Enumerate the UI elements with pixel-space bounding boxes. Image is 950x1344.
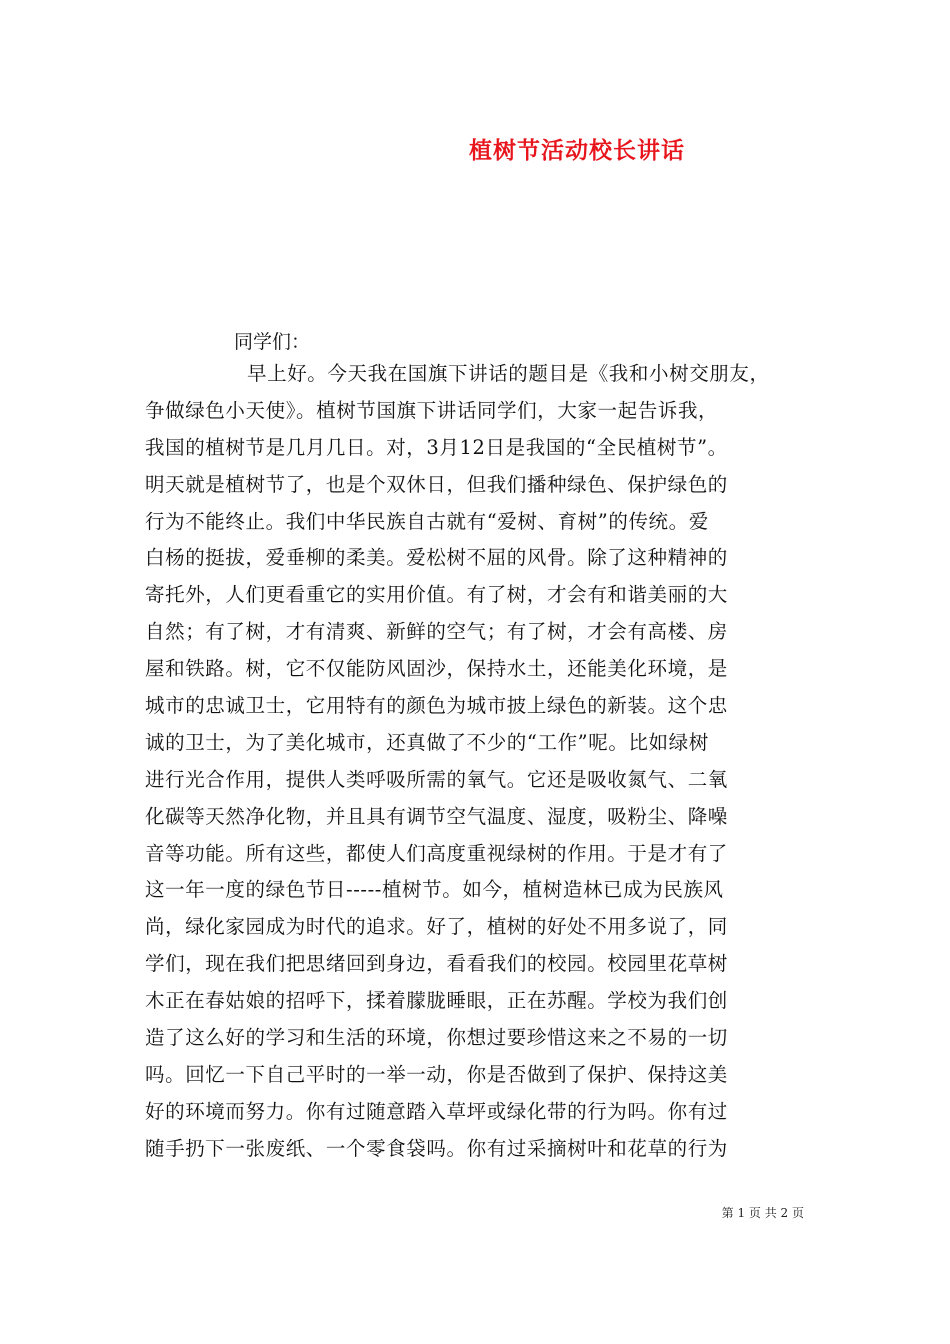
body-line: 明天就是植树节了，也是个双休日，但我们播种绿色、保护绿色的 <box>145 472 728 496</box>
body-line: 化碳等天然净化物，并且具有调节空气温度、湿度，吸粉尘、降噪 <box>145 804 728 828</box>
page-number-footer: 第 1 页 共 2 页 <box>721 1206 804 1220</box>
body-line: 好的环境而努力。你有过随意踏入草坪或绿化带的行为吗。你有过 <box>145 1099 728 1123</box>
body-line: 白杨的挺拔，爱垂柳的柔美。爱松树不屈的风骨。除了这种精神的 <box>145 546 728 570</box>
greeting-line: 同学们： <box>234 331 311 353</box>
body-line: 随手扔下一张废纸、一个零食袋吗。你有过采摘树叶和花草的行为 <box>145 1136 728 1160</box>
body-line: 行为不能终止。我们中华民族自古就有“爱树、育树”的传统。爱 <box>145 509 709 533</box>
body-line: 尚，绿化家园成为时代的追求。好了，植树的好处不用多说了，同 <box>145 915 728 939</box>
body-line: 城市的忠诚卫士，它用特有的颜色为城市披上绿色的新装。这个忠 <box>145 694 728 718</box>
body-line: 自然；有了树，才有清爽、新鲜的空气；有了树，才会有高楼、房 <box>145 620 728 644</box>
body-line: 寄托外，人们更看重它的实用价值。有了树，才会有和谐美丽的大 <box>145 583 728 607</box>
document-title: 植树节活动校长讲话 <box>469 137 685 164</box>
body-line: 屋和铁路。树，它不仅能防风固沙，保持水土，还能美化环境，是 <box>145 657 728 681</box>
body-line: 木正在春姑娘的招呼下，揉着朦胧睡眼，正在苏醒。学校为我们创 <box>145 989 728 1013</box>
body-line: 吗。回忆一下自己平时的一举一动，你是否做到了保护、保持这美 <box>145 1062 728 1086</box>
body-line: 争做绿色小天使》。植树节国旗下讲话同学们，大家一起告诉我， <box>145 398 719 422</box>
body-line: 这一年一度的绿色节日-----植树节。如今，植树造林已成为民族风 <box>145 878 724 902</box>
body-line: 音等功能。所有这些，都使人们高度重视绿树的作用。于是才有了 <box>145 841 728 865</box>
body-line: 我国的植树节是几月几日。对，3月12日是我国的“全民植树节”。 <box>145 435 728 459</box>
body-line: 学们，现在我们把思绪回到身边，看看我们的校园。校园里花草树 <box>145 952 728 976</box>
body-line: 早上好。今天我在国旗下讲话的题目是《我和小树交朋友， <box>247 362 770 385</box>
body-text <box>145 356 835 1168</box>
body-line: 诚的卫士，为了美化城市，还真做了不少的“工作”呢。比如绿树 <box>145 730 709 754</box>
body-line: 进行光合作用，提供人类呼吸所需的氧气。它还是吸收氮气、二氧 <box>145 767 728 791</box>
body-line: 造了这么好的学习和生活的环境，你想过要珍惜这来之不易的一切 <box>145 1026 728 1050</box>
